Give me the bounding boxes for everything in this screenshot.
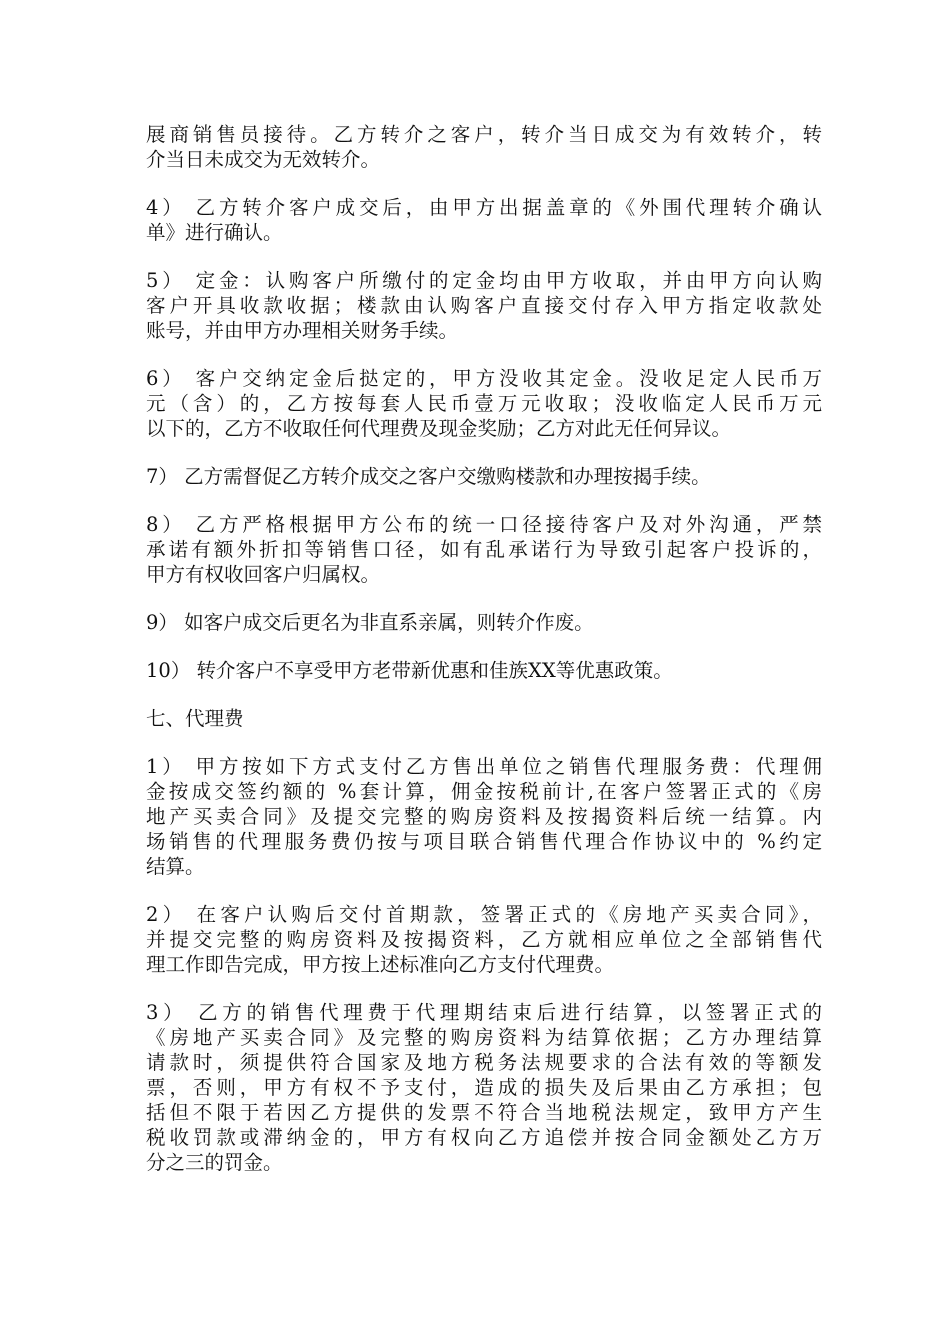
text-line: 8） 乙方严格根据甲方公布的统一口径接待客户及对外沟通，严禁 — [146, 513, 822, 536]
paragraph-item-9 — [146, 610, 822, 635]
text-line: 分之三的罚金。 — [146, 1151, 283, 1174]
paragraph-fee-1 — [146, 754, 822, 879]
document-page — [146, 122, 822, 1198]
text-line: 3） 乙方的销售代理费于代理期结束后进行结算，以签署正式的 — [146, 1001, 822, 1024]
paragraph-fee-3 — [146, 1000, 822, 1175]
text-line: 7） 乙方需督促乙方转介成交之客户交缴购楼款和办理按揭手续。 — [146, 465, 711, 488]
text-line: 1） 甲方按如下方式支付乙方售出单位之销售代理服务费：代理佣 — [146, 755, 822, 778]
text-line: 4） 乙方转介客户成交后，由甲方出据盖章的《外围代理转介确认 — [146, 196, 822, 219]
text-line: 请款时，须提供符合国家及地方税务法规要求的合法有效的等额发 — [146, 1051, 822, 1074]
text-line: 元（含）的，乙方按每套人民币壹万元收取；没收临定人民币万元 — [146, 392, 822, 415]
paragraph-item-7 — [146, 464, 822, 489]
text-line: 括但不限于若因乙方提供的发票不符合当地税法规定，致甲方产生 — [146, 1101, 822, 1124]
section-heading: 七、代理费 — [146, 707, 244, 730]
section-heading-agency-fee — [146, 706, 822, 731]
paragraph-0 — [146, 122, 822, 172]
text-line: 甲方有权收回客户归属权。 — [146, 563, 381, 586]
paragraph-item-8 — [146, 512, 822, 587]
text-line: 税收罚款或滞纳金的，甲方有权向乙方追偿并按合同金额处乙方万 — [146, 1126, 822, 1149]
text-line: 金按成交签约额的 %套计算，佣金按税前计,在客户签署正式的《房 — [146, 780, 822, 803]
paragraph-item-10 — [146, 658, 822, 683]
text-line: 《房地产买卖合同》及完整的购房资料为结算依据；乙方办理结算 — [146, 1026, 822, 1049]
text-line: 10） 转介客户不享受甲方老带新优惠和佳族XX等优惠政策。 — [146, 659, 673, 682]
text-line: 6） 客户交纳定金后挞定的，甲方没收其定金。没收足定人民币万 — [146, 367, 822, 390]
text-line: 2） 在客户认购后交付首期款，签署正式的《房地产买卖合同》， — [146, 903, 822, 926]
text-line: 以下的，乙方不收取任何代理费及现金奖励；乙方对此无任何异议。 — [146, 417, 732, 440]
text-line: 5） 定金：认购客户所缴付的定金均由甲方收取，并由甲方向认购 — [146, 269, 822, 292]
text-line: 单》进行确认。 — [146, 221, 283, 244]
text-line: 理工作即告完成，甲方按上述标准向乙方支付代理费。 — [146, 953, 615, 976]
text-line: 介当日未成交为无效转介。 — [146, 148, 381, 171]
paragraph-item-5 — [146, 268, 822, 343]
text-line: 场销售的代理服务费仍按与项目联合销售代理合作协议中的 %约定 — [146, 830, 822, 853]
text-line: 客户开具收款收据；楼款由认购客户直接交付存入甲方指定收款处 — [146, 294, 822, 317]
paragraph-item-6 — [146, 366, 822, 441]
text-line: 结算。 — [146, 855, 205, 878]
text-line: 并提交完整的购房资料及按揭资料，乙方就相应单位之全部销售代 — [146, 928, 822, 951]
text-line: 承诺有额外折扣等销售口径，如有乱承诺行为导致引起客户投诉的， — [146, 538, 822, 561]
text-line: 账号，并由甲方办理相关财务手续。 — [146, 319, 459, 342]
paragraph-item-4 — [146, 195, 822, 245]
paragraph-fee-2 — [146, 902, 822, 977]
text-line: 地产买卖合同》及提交完整的购房资料及按揭资料后统一结算。内 — [146, 805, 822, 828]
text-line: 9） 如客户成交后更名为非直系亲属，则转介作废。 — [146, 611, 594, 634]
text-line: 票，否则，甲方有权不予支付，造成的损失及后果由乙方承担；包 — [146, 1076, 822, 1099]
text-line: 展商销售员接待。乙方转介之客户，转介当日成交为有效转介，转 — [146, 123, 822, 146]
